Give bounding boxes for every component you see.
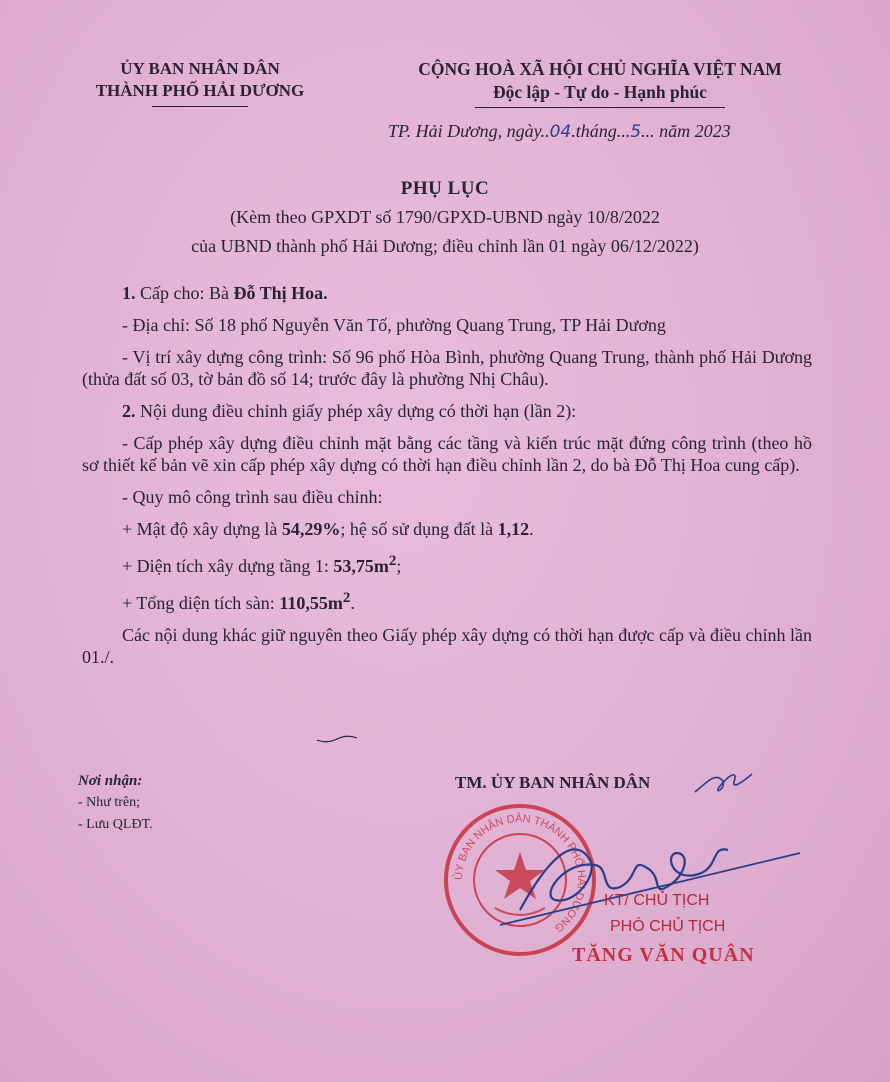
document-subtitle-1: (Kèm theo GPXDT số 1790/GPXD-UBND ngày 10/8/2022 (230, 207, 660, 227)
document-subtitle-2: của UBND thành phố Hải Dương; điều chỉnh lần 01 ngày 06/12/2022) (191, 236, 699, 256)
floor1-area-number: 53,75m (333, 556, 389, 576)
recipients-block (78, 770, 298, 836)
floor1-end: ; (396, 556, 402, 576)
total-floor-area-line (82, 587, 812, 614)
date-month: 5 (630, 122, 642, 142)
issuer-underline (152, 106, 248, 107)
document-title: PHỤ LỤC (400, 178, 490, 199)
recipients-label: Nơi nhận: (78, 773, 143, 789)
date-suffix: ... năm 2023 (641, 121, 731, 141)
date-prefix: TP. Hải Dương, ngày.. (388, 121, 550, 141)
land-use-coefficient: 1,12 (497, 519, 530, 539)
date-day: 04 (549, 122, 572, 142)
closing-statement: Các nội dung khác giữ nguyên theo Giấy phép xây dựng có thời hạn được cấp và điều chỉnh lần 01./. (82, 625, 812, 667)
grantee-name: Đỗ Thị Hoa. (233, 283, 328, 303)
document-body (82, 282, 812, 678)
signer-name: TĂNG VĂN QUÂN (572, 944, 755, 966)
floor1-area-line (82, 550, 812, 577)
initials-mark (690, 762, 760, 802)
national-header (360, 58, 840, 108)
seal-ring-text: ỦY BAN NHÂN DÂN THÀNH PHỐ HẢI DƯƠNG (452, 812, 588, 935)
floor1-prefix: + Diện tích xây dựng tầng 1: (122, 556, 334, 576)
total-area-number: 110,55m (279, 593, 343, 613)
section1-label: Cấp cho: Bà (135, 283, 234, 303)
section2-label: Nội dung điều chỉnh giấy phép xây dựng có thời hạn (lần 2): (135, 401, 577, 421)
total-area-value (279, 590, 351, 613)
floor1-area-value (333, 553, 397, 576)
permit-adjustment: - Cấp phép xây dựng điều chỉnh mặt bằng các tầng và kiến trúc mặt đứng công trình (theo hồ sơ thiết kế bản vẽ xin cấp phép xây dựng có thời hạn điều chỉnh lần 2, do bà Đỗ Thị Hoa cung cấp). (82, 433, 812, 475)
national-title: CỘNG HOÀ XÃ HỘI CHỦ NGHĨA VIỆT NAM (418, 59, 782, 79)
total-end: . (350, 593, 355, 613)
recipient-item: - Như trên; (78, 795, 141, 810)
issuer-header (60, 58, 340, 107)
signer-role-1: KT/ CHỦ TỊCH (604, 892, 710, 909)
issuer-line2: THÀNH PHỐ HẢI DƯƠNG (95, 81, 305, 100)
floor1-area-exponent: 2 (388, 553, 397, 569)
construction-location: - Vị trí xây dựng công trình: Số 96 phố Hòa Bình, phường Quang Trung, thành phố Hải Dương (thửa đất số 03, tờ bản đồ số 14; trước đây là phường Nhị Châu). (82, 347, 812, 389)
total-area-exponent: 2 (342, 590, 351, 606)
total-prefix: + Tổng diện tích sàn: (122, 593, 280, 613)
motto-underline (475, 107, 725, 108)
density-middle: ; hệ số sử dụng đất là (340, 519, 498, 539)
signer-role-2: PHÓ CHỦ TỊCH (610, 918, 726, 935)
issuer-line1: ỦY BAN NHÂN DÂN (120, 59, 280, 78)
section1-number: 1. (122, 283, 136, 303)
scale-label: - Quy mô công trình sau điều chỉnh: (122, 487, 383, 507)
section2-heading (82, 400, 812, 422)
density-prefix: + Mật độ xây dựng là (122, 519, 282, 539)
issue-date (388, 121, 828, 142)
density-value: 54,29% (281, 519, 341, 539)
section2-number: 2. (122, 401, 136, 421)
national-motto: Độc lập - Tự do - Hạnh phúc (493, 82, 707, 102)
signing-authority: TM. ỦY BAN NHÂN DÂN (455, 773, 651, 792)
section1-heading (82, 282, 812, 304)
density-line (82, 518, 812, 540)
grantee-address: - Địa chỉ: Số 18 phố Nguyễn Văn Tố, phường Quang Trung, TP Hải Dương (122, 315, 666, 335)
density-end: . (529, 519, 534, 539)
closing-flourish (315, 730, 360, 746)
handwritten-signature (480, 815, 810, 935)
date-mid: .tháng... (571, 121, 631, 141)
recipient-item: - Lưu QLĐT. (78, 817, 153, 832)
